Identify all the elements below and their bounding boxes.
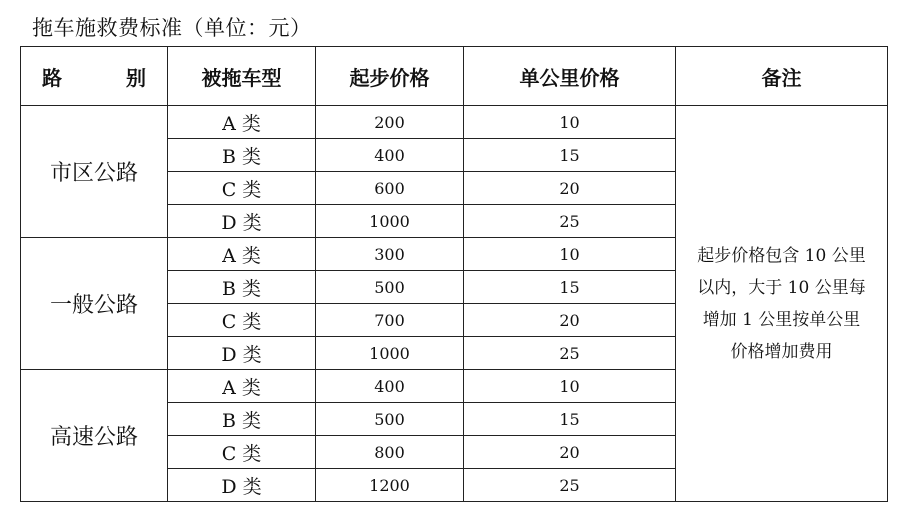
start-price-cell: 300: [316, 238, 464, 271]
per-km-price-cell: 25: [464, 469, 676, 502]
per-km-price-cell: 10: [464, 370, 676, 403]
remark-line: 价格增加费用: [730, 341, 833, 362]
vehicle-type-cell: B 类: [168, 271, 316, 304]
vehicle-type-cell: C 类: [168, 436, 316, 469]
road-category-cell: 高速公路: [21, 370, 168, 502]
remark-line: 增加 1 公里按单公里: [702, 309, 861, 330]
header-per-km-price: 单公里价格: [464, 47, 676, 106]
table-caption: 拖车施救费标准（单位：元）: [32, 16, 312, 40]
start-price-cell: 800: [316, 436, 464, 469]
start-price-cell: 400: [316, 139, 464, 172]
header-remark: 备注: [676, 47, 888, 106]
start-price-cell: 400: [316, 370, 464, 403]
start-price-cell: 200: [316, 106, 464, 139]
start-price-cell: 1000: [316, 205, 464, 238]
per-km-price-cell: 25: [464, 205, 676, 238]
vehicle-type-cell: A 类: [168, 370, 316, 403]
per-km-price-cell: 20: [464, 304, 676, 337]
vehicle-type-cell: D 类: [168, 469, 316, 502]
road-category-cell: 一般公路: [21, 238, 168, 370]
per-km-price-cell: 20: [464, 436, 676, 469]
start-price-cell: 1200: [316, 469, 464, 502]
per-km-price-cell: 15: [464, 271, 676, 304]
per-km-price-cell: 15: [464, 139, 676, 172]
header-road-char-2: 别: [126, 65, 146, 90]
header-start-price: 起步价格: [316, 47, 464, 106]
road-category-cell: 市区公路: [21, 106, 168, 238]
start-price-cell: 600: [316, 172, 464, 205]
per-km-price-cell: 25: [464, 337, 676, 370]
table-row: [21, 106, 888, 139]
vehicle-type-cell: A 类: [168, 106, 316, 139]
remark-line: 起步价格包含 10 公里: [697, 245, 866, 266]
remark-cell: [676, 106, 888, 502]
header-row: [21, 47, 888, 106]
header-vehicle-type: 被拖车型: [168, 47, 316, 106]
start-price-cell: 700: [316, 304, 464, 337]
per-km-price-cell: 15: [464, 403, 676, 436]
vehicle-type-cell: B 类: [168, 139, 316, 172]
start-price-cell: 500: [316, 403, 464, 436]
towing-fee-table: [20, 46, 888, 502]
per-km-price-cell: 20: [464, 172, 676, 205]
header-road-char-1: 路: [42, 65, 62, 90]
start-price-cell: 500: [316, 271, 464, 304]
vehicle-type-cell: B 类: [168, 403, 316, 436]
vehicle-type-cell: A 类: [168, 238, 316, 271]
header-road: [21, 47, 168, 106]
start-price-cell: 1000: [316, 337, 464, 370]
vehicle-type-cell: C 类: [168, 172, 316, 205]
vehicle-type-cell: C 类: [168, 304, 316, 337]
remark-line: 以内，大于 10 公里每: [697, 277, 866, 298]
vehicle-type-cell: D 类: [168, 205, 316, 238]
table-body: [21, 106, 888, 502]
per-km-price-cell: 10: [464, 106, 676, 139]
vehicle-type-cell: D 类: [168, 337, 316, 370]
per-km-price-cell: 10: [464, 238, 676, 271]
